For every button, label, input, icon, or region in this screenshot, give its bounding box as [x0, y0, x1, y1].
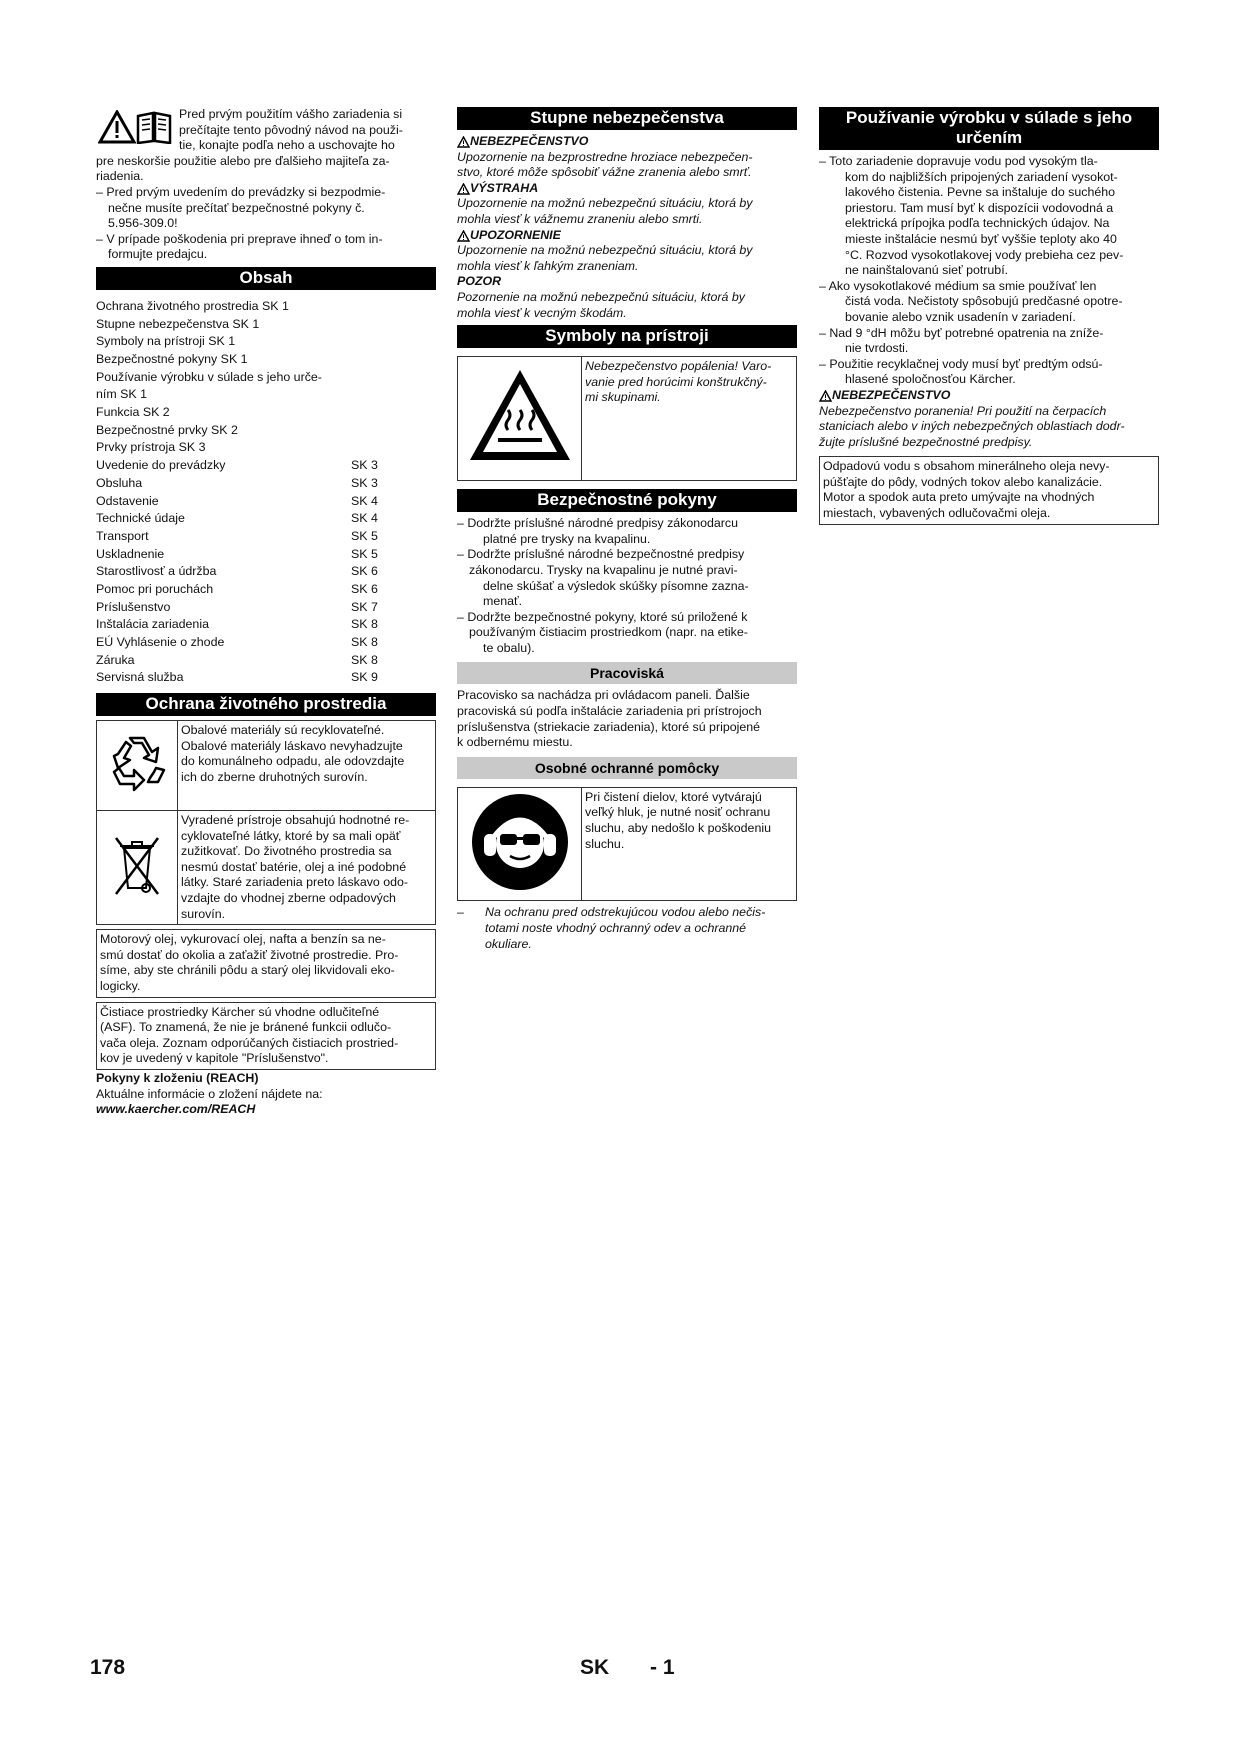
recycling-icon	[104, 732, 170, 794]
toc-item[interactable]: Uvedenie do prevádzky SK 3	[96, 458, 378, 473]
hot-surface-icon	[466, 366, 574, 466]
warning-level-icon	[457, 183, 470, 195]
ear-eye-protection-icon	[470, 792, 570, 892]
oil-notice: Motorový olej, vykurovací olej, nafta a benzín sa ne- smú dostať do okolia a zaťažiť životné prostredie. Pro- síme, aby ste chránili pôdu a starý olej likvidovali eko- logicky.	[96, 929, 436, 997]
intro-bullet-2: – V prípade poškodenia pri preprave ihneď o tom in- formujte predajcu.	[96, 231, 383, 262]
warning-label: VÝSTRAHA	[470, 180, 539, 195]
warning-icon	[98, 110, 136, 144]
danger-warning-icon	[457, 136, 470, 148]
env-heading: Ochrana životného prostredia	[96, 693, 436, 716]
toc-item[interactable]: Bezpečnostné pokyny SK 1	[96, 352, 248, 366]
toc-item[interactable]: ním SK 1	[96, 387, 147, 402]
symbols-table: Nebezpečenstvo popálenia! Varo- vanie pred horúcimi konštrukčný- mi skupinami.	[457, 356, 797, 481]
toc-item[interactable]: Inštalácia zariadenia SK 8	[96, 617, 378, 632]
ppe-heading: Osobné ochranné pomôcky	[457, 757, 797, 779]
toc-item[interactable]: Transport SK 5	[96, 528, 378, 543]
toc-item[interactable]: Symboly na prístroji SK 1	[96, 334, 236, 349]
toc-item[interactable]: Odstavenie SK 4	[96, 493, 378, 508]
env-symbol-table: Obalové materiály sú recyklovateľné. Obalové materiály láskavo nevyhadzujte do komunálneho odpadu, ale odovzdajte ich do zberne druhotných surovín. Vyradené prístroje obsahujú hodnotné re- cyklovateľné látky, ktoré by sa mali opäť zužitkovať. Do životného prostredia sa nesmú dostať batérie, olej a iné podobné látky. Staré zariadenia preto láskavo odo- vzdajte do vhodnej zberne odpadových surovín.	[96, 720, 436, 925]
intro-line-3: tie, konajte podľa neho a uschovajte ho	[179, 138, 395, 153]
reach-link[interactable]: www.kaercher.com/REACH	[96, 1102, 256, 1117]
notice-label: POZOR	[457, 274, 502, 289]
toc-item[interactable]: Starostlivosť a údržba SK 6	[96, 564, 378, 579]
symbols-heading: Symboly na prístroji	[457, 325, 797, 348]
toc-item[interactable]: Pomoc pri poruchách SK 6	[96, 581, 378, 596]
intro-line-5: riadenia.	[96, 169, 144, 184]
toc-item[interactable]: Stupne nebezpečenstva SK 1	[96, 316, 260, 331]
intro-line-2: prečítajte tento pôvodný návod na použi-	[179, 122, 403, 137]
toc-list	[96, 298, 436, 687]
toc-item[interactable]: Prvky prístroja SK 3	[96, 440, 206, 455]
reach-text: Aktuálne informácie o zložení nájdete na:	[96, 1086, 323, 1101]
toc-item[interactable]: Záruka SK 8	[96, 652, 378, 667]
manual-book-icon	[136, 110, 172, 144]
safety-heading: Bezpečnostné pokyny	[457, 489, 797, 512]
toc-item[interactable]: Uskladnenie SK 5	[96, 546, 378, 561]
page-number: 178	[90, 1656, 126, 1679]
crossed-bin-icon	[112, 832, 162, 898]
levels-heading: Stupne nebezpečenstva	[457, 107, 797, 130]
toc-item[interactable]: Používanie výrobku v súlade s jeho urče-	[96, 369, 322, 384]
reach-title: Pokyny k zloženiu (REACH)	[96, 1070, 259, 1085]
toc-item[interactable]: Technické údaje SK 4	[96, 511, 378, 526]
asf-notice: Čistiace prostriedky Kärcher sú vhodne odlučiteľné (ASF). To znamená, že nie je bránené funkcii odlučo- vača oleja. Zoznam odporúčaných čistiacich prostried- kov je uvedený v kapitole "Príslušenstvo".	[96, 1002, 436, 1070]
language-code: SK	[580, 1656, 610, 1679]
column-right: Používanie výrobku v súlade s jeho určením – Toto zariadenie dopravuje vodu pod vysokým tla- kom do najbližších pripojených zariadení vysokot- lakového čistenia. Pevne sa inštaluje do suchého priestoru. Tam musí byť k dispozícii vodovodná a elektrická prípojka podľa technických údajov. Na mieste inštalácie nesmú byť vyššie teploty ako 40 °C. Rozvod vysokotlakovej vody prebieha cez pev- ne nainštalovanú sieť potrubí. – Ako vysokotlakové médium sa smie používať len čistá voda. Nečistoty spôsobujú predčasné opotre- bovanie alebo vznik usadenín v zariadení. – Nad 9 °dH môžu byť potrebné opatrenia na zníže- nie tvrdosti. – Použitie recyklačnej vody musí byť predtým odsú- hlasené spoločnosťou Kärcher. NEBEZPEČENSTVO Nebezpečenstvo poranenia! Pri použití na čerpacích staniciach alebo v iných nebezpečných oblastiach dodr- žujte príslušné bezpečnostné predpisy. Odpadovú vodu s obsahom minerálneho oleja nevy- púšťajte do pôdy, vodných tokov alebo kanalizácie. Motor a spodok auta preto umývajte na vhodných miestach, vybavených odlučovačmi oleja.	[819, 107, 1159, 525]
toc-item[interactable]: Obsluha SK 3	[96, 475, 378, 490]
toc-item[interactable]: Funkcia SK 2	[96, 405, 170, 420]
intro-bullet-1: – Pred prvým uvedením do prevádzky si bezpodmie- nečne musíte prečítať bezpečnostné pokyny č. 5.956-309.0!	[96, 184, 386, 231]
column-left	[96, 107, 436, 1118]
toc-heading: Obsah	[96, 267, 436, 290]
column-middle: Stupne nebezpečenstva NEBEZPEČENSTVO Upozornenie na bezprostredne hroziace nebezpečen- stvo, ktoré môže spôsobiť vážne zranenia alebo smrť. VÝSTRAHA Upozornenie na možnú nebezpečnú situáciu, ktorá by mohla viesť k vážnemu zraneniu alebo smrti. UPOZORNENIE Upozornenie na možnú nebezpečnú situáciu, ktorá by mohla viesť k ľahkým zraneniam. POZOR Pozornenie na možnú nebezpečnú situáciu, ktorá by mohla viesť k vecným škodám. Symboly na prístroji Nebezpečenstvo popálenia! Varo- vanie pred horúcimi konštrukčný- mi skupinami. Bezpečnostné pokyny – Dodržte príslušné národné predpisy zákonodarcu platné pre trysky na kvapalinu. – Dodržte príslušné národné bezpečnostné predpisy zákonodarcu. Trysky na kvapalinu je nutné pravi- delne skúšať a výsledok skúšky písomne zazna- menať. – Dodržte bezpečnostné pokyny, ktoré sú priložené k používaným čistiacim prostriedkom (napr. na etike- te obalu). Pracoviská Pracovisko sa nachádza pri ovládacom paneli. Ďalšie pracoviská sú podľa inštalácie zariadenia pri prístrojoch príslušenstva (striekacie zariadenia), ktoré sú pripojené k odbernému miestu. Osobné ochranné pomôcky Pri čistení dielov, ktoré vytvárajú veľký hluk, je nutné nosiť ochranu sluchu, aby nedošlo k poškodeniu sluchu. – Na ochranu pred odstrekujúcou vodou alebo nečis- totami noste vhodný ochranný odev a ochranné okuliare.	[457, 107, 797, 952]
danger-label: NEBEZPEČENSTVO	[470, 134, 589, 148]
caution-label: UPOZORNENIE	[470, 227, 561, 242]
intro-line-1: Pred prvým použitím vášho zariadenia si	[179, 107, 403, 121]
toc-item[interactable]: Bezpečnostné prvky SK 2	[96, 422, 238, 437]
toc-item[interactable]: Ochrana životného prostredia SK 1	[96, 298, 289, 313]
danger-injury-icon	[819, 390, 832, 402]
section-page: - 1	[650, 1656, 675, 1679]
toc-item[interactable]: Servisná služba SK 9	[96, 670, 378, 685]
intended-danger-label: NEBEZPEČENSTVO	[832, 387, 951, 402]
workplace-heading: Pracoviská	[457, 662, 797, 684]
intended-use-heading: Používanie výrobku v súlade s jeho určením	[819, 107, 1159, 150]
ppe-note: – Na ochranu pred odstrekujúcou vodou alebo nečis- totami noste vhodný ochranný odev a ochranné okuliare.	[457, 905, 766, 951]
intro-block	[96, 107, 436, 263]
toc-item[interactable]: Príslušenstvo SK 7	[96, 599, 378, 614]
caution-icon	[457, 230, 470, 242]
ppe-table: Pri čistení dielov, ktoré vytvárajú veľký hluk, je nutné nosiť ochranu sluchu, aby nedošlo k poškodeniu sluchu.	[457, 787, 797, 902]
waste-water-notice: Odpadovú vodu s obsahom minerálneho oleja nevy- púšťajte do pôdy, vodných tokov alebo kanalizácie. Motor a spodok auta preto umývajte na vhodných miestach, vybavených odlučovačmi oleja.	[819, 456, 1159, 524]
intro-line-4: pre neskoršie použitie alebo pre ďalšieho majiteľa za-	[96, 153, 390, 168]
toc-item[interactable]: EÚ Vyhlásenie o zhode SK 8	[96, 635, 378, 649]
